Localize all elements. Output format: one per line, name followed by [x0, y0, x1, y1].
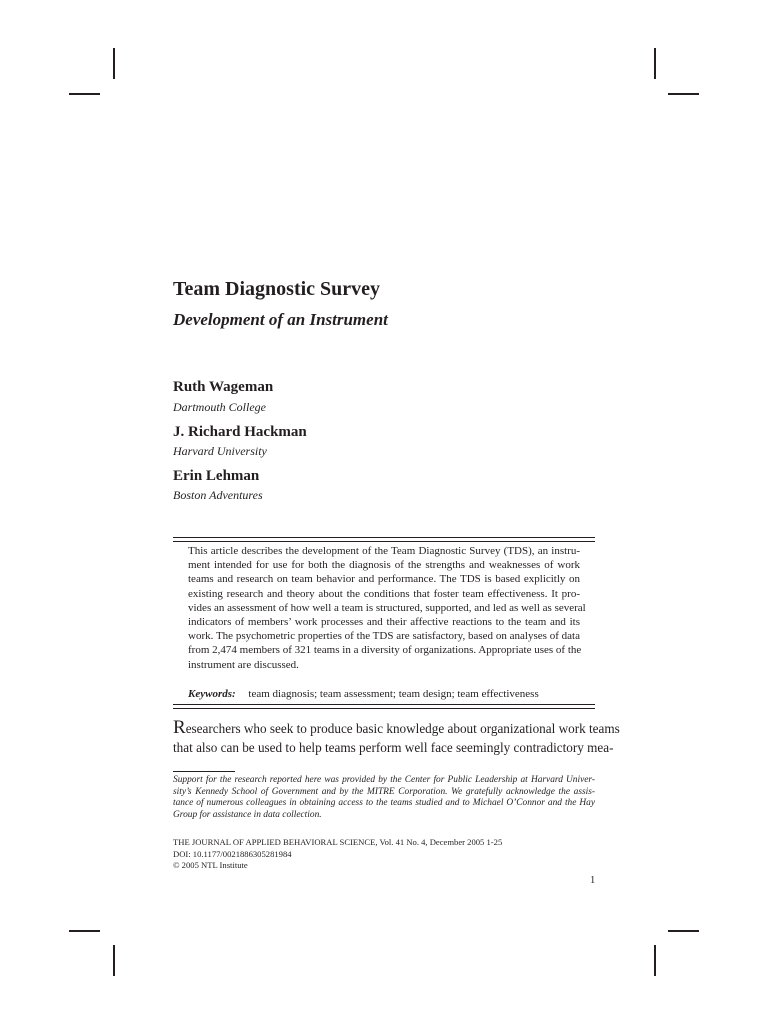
footnote-line: tance of numerous colleagues in obtaining access to the teams studied and to Michael O’Connor and the Hay — [173, 798, 595, 809]
body-text — [173, 717, 620, 757]
abstract-bottom-rule-inner — [173, 708, 595, 709]
abstract-line: work. The psychometric properties of the TDS are satisfactory, based on analyses of data — [188, 630, 580, 643]
abstract-line: from 2,474 members of 321 teams in a diversity of organizations. Appropriate uses of the — [188, 644, 582, 657]
abstract-line: existing research and theory about the conditions that foster team effectiveness. It pro- — [188, 587, 580, 600]
abstract — [188, 544, 586, 672]
abstract-line: ment intended for use for both the diagnosis of the strengths and weaknesses of work — [188, 559, 580, 572]
page-number: 1 — [590, 875, 596, 886]
body-line: that also can be used to help teams perform well face seemingly contradictory mea- — [173, 740, 614, 755]
crop-mark-bottom-right-vertical — [654, 945, 656, 976]
crop-mark-top-left-vertical — [113, 48, 115, 79]
author-name: Ruth Wageman — [173, 379, 274, 395]
author-affiliation: Dartmouth College — [173, 400, 266, 414]
body-line — [173, 717, 620, 738]
footnote-rule — [173, 771, 235, 772]
crop-mark-top-right-horizontal — [668, 93, 699, 95]
body-line-text: esearchers who seek to produce basic knowledge about organizational work teams — [185, 721, 620, 736]
crop-mark-top-left-horizontal — [69, 93, 100, 95]
crop-mark-bottom-left-vertical — [113, 945, 115, 976]
doi: DOI: 10.1177/0021886305281984 — [173, 848, 292, 859]
abstract-line: This article describes the development of the Team Diagnostic Survey (TDS), an instru- — [188, 545, 580, 557]
footnote-line: Group for assistance in data collection. — [173, 809, 322, 820]
abstract-line: teams and research on team behavior and performance. The TDS is based explicitly on — [188, 573, 580, 586]
drop-cap: R — [173, 717, 186, 738]
footnote-line: sity’s Kennedy School of Government and by the MITRE Corporation. We gratefully acknowledge the assis- — [173, 786, 595, 797]
abstract-top-rule-inner — [173, 541, 595, 542]
abstract-bottom-rule — [173, 704, 595, 705]
journal-citation: THE JOURNAL OF APPLIED BEHAVIORAL SCIENCE, Vol. 41 No. 4, December 2005 1-25 — [173, 837, 503, 847]
abstract-top-rule — [173, 537, 595, 538]
abstract-line: instrument are discussed. — [188, 658, 299, 671]
author-affiliation: Harvard University — [173, 444, 267, 458]
footnote-line: Support for the research reported here was provided by the Center for Public Leadership at Harvard Univer- — [173, 775, 595, 785]
article-subtitle: Development of an Instrument — [173, 310, 388, 329]
keywords-list: team diagnosis; team assessment; team design; team effectiveness — [248, 688, 539, 700]
footnote — [173, 775, 595, 821]
citation — [173, 837, 502, 872]
abstract-line: vides an assessment of how well a team is structured, supported, and led as well as several — [188, 601, 586, 614]
author-affiliation: Boston Adventures — [173, 488, 263, 502]
keywords — [188, 688, 539, 700]
keywords-label: Keywords: — [188, 688, 236, 700]
crop-mark-top-right-vertical — [654, 48, 656, 79]
author-name: Erin Lehman — [173, 468, 260, 484]
crop-mark-bottom-right-horizontal — [668, 930, 699, 932]
abstract-line: indicators of members’ work processes and their affective reactions to the team and its — [188, 616, 580, 629]
crop-mark-bottom-left-horizontal — [69, 930, 100, 932]
author-name: J. Richard Hackman — [173, 424, 307, 440]
article-title: Team Diagnostic Survey — [173, 278, 381, 300]
copyright: © 2005 NTL Institute — [173, 860, 248, 870]
